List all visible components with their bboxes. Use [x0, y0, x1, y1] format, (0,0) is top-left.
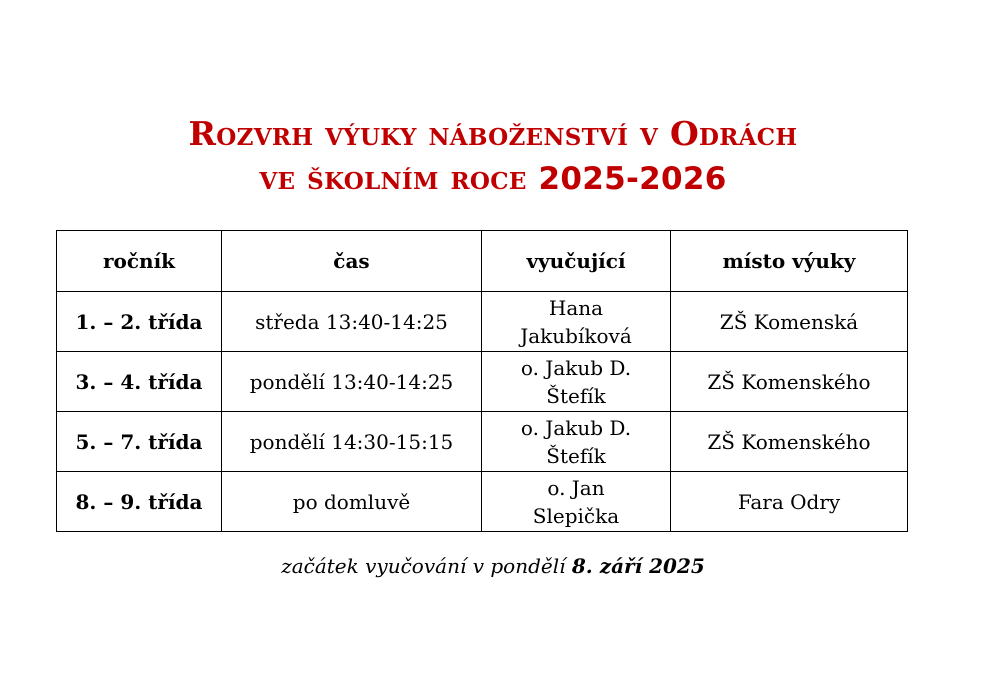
school-year: 2025-2026	[538, 161, 727, 197]
cell-time: pondělí 14:30-15:15	[222, 412, 482, 472]
teacher-line-1: o. Jan	[547, 475, 605, 500]
page-title	[0, 114, 986, 154]
teacher-line-2: Jakubíková	[520, 323, 632, 348]
cell-place: Fara Odry	[671, 472, 908, 532]
teacher-line-2: Štefík	[546, 443, 606, 468]
cell-time: středa 13:40-14:25	[222, 292, 482, 352]
cell-place: ZŠ Komenská	[671, 292, 908, 352]
teacher-line-2: Slepička	[532, 503, 620, 528]
cell-teacher	[482, 472, 671, 532]
cell-teacher	[482, 292, 671, 352]
cell-grade: 1. – 2. třída	[57, 292, 222, 352]
table-row	[57, 352, 908, 412]
cell-teacher	[482, 412, 671, 472]
cell-time: pondělí 13:40-14:25	[222, 352, 482, 412]
cell-place: ZŠ Komenského	[671, 412, 908, 472]
teacher-line-2: Štefík	[546, 383, 606, 408]
cell-time: po domluvě	[222, 472, 482, 532]
title-line-2-prefix: ve školním roce	[259, 158, 539, 197]
teacher-line-1: o. Jakub D.	[520, 355, 632, 380]
header-place: místo výuky	[671, 231, 908, 292]
start-date: 8. září 2025	[571, 554, 705, 578]
start-note-text: začátek vyučování v pondělí	[281, 554, 572, 578]
start-date-note	[0, 551, 986, 581]
cell-grade: 5. – 7. třída	[57, 412, 222, 472]
cell-grade: 3. – 4. třída	[57, 352, 222, 412]
teacher-line-1: o. Jakub D.	[520, 415, 632, 440]
page-subtitle	[0, 158, 986, 199]
header-time: čas	[222, 231, 482, 292]
header-grade: ročník	[57, 231, 222, 292]
table-row	[57, 472, 908, 532]
title-line-1: Rozvrh výuky náboženství v Odrách	[188, 114, 798, 153]
schedule-table	[56, 230, 908, 532]
cell-teacher	[482, 352, 671, 412]
cell-place: ZŠ Komenského	[671, 352, 908, 412]
table-row	[57, 412, 908, 472]
table-header-row	[57, 231, 908, 292]
table-row	[57, 292, 908, 352]
header-teacher: vyučující	[482, 231, 671, 292]
cell-grade: 8. – 9. třída	[57, 472, 222, 532]
teacher-line-1: Hana	[548, 295, 604, 320]
